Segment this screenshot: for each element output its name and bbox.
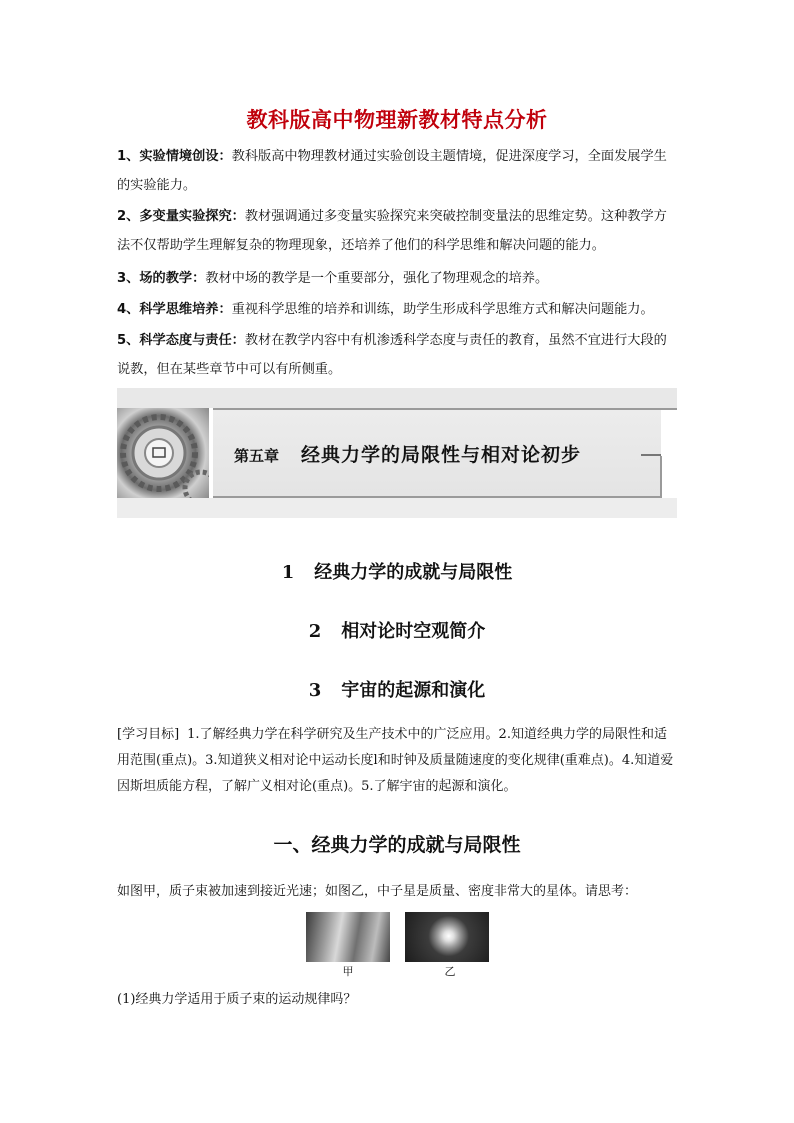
section-title: 相对论时空观简介 — [341, 621, 486, 642]
chapter-number: 第五章 — [234, 447, 280, 465]
figure-caption-a: 甲 — [342, 965, 354, 978]
feature-lead: 4、科学思维培养： — [117, 302, 232, 317]
feature-lead: 5、科学态度与责任： — [117, 333, 245, 348]
feature-text: 教材在教学内容中有机渗透科学态度与责任的教育，虽然不宜进行大段的说教，但在某些章节中可以有所侧重。 — [117, 333, 667, 377]
feature-text: 教材强调通过多变量实验探究来突破控制变量法的思维定势。这种教学方法不仅帮助学生理解复杂的物理现象，还培养了他们的科学思维和解决问题的能力。 — [117, 209, 667, 253]
section-number: 3 — [308, 680, 322, 701]
section-heading-2 — [0, 617, 794, 643]
banner-frame — [660, 456, 662, 498]
learning-objectives — [117, 722, 679, 800]
feature-lead: 1、实验情境创设： — [117, 149, 232, 164]
feature-item-4 — [117, 295, 677, 324]
document-title: 教科版高中物理新教材特点分析 — [246, 108, 548, 132]
objective-label: [学习目标] — [117, 727, 180, 742]
part-heading: 一、经典力学的成就与局限性 — [273, 834, 521, 856]
banner-frame — [213, 408, 677, 410]
feature-item-2 — [117, 202, 677, 260]
banner-frame — [641, 454, 661, 456]
section-heading-1 — [0, 558, 794, 584]
feature-text: 教科版高中物理教材通过实验创设主题情境，促进深度学习，全面发展学生的实验能力。 — [117, 149, 667, 193]
gear-icon — [117, 408, 209, 498]
intro-paragraph: 如图甲，质子束被加速到接近光速；如图乙，中子星是质量、密度非常大的星体。请思考： — [117, 884, 638, 899]
feature-item-5 — [117, 326, 677, 384]
figure-caption-b: 乙 — [444, 965, 456, 978]
banner-top-band — [117, 388, 677, 408]
question-text: (1)经典力学适用于质子束的运动规律吗？ — [117, 992, 357, 1007]
section-title: 宇宙的起源和演化 — [341, 680, 486, 701]
feature-text: 重视科学思维的培养和训练，助学生形成科学思维方式和解决问题能力。 — [231, 302, 654, 317]
chapter-banner — [117, 388, 677, 518]
feature-item-1 — [117, 142, 677, 200]
objective-text: 1.了解经典力学在科学研究及生产技术中的广泛应用。2.知道经典力学的局限性和适用范围(重点)。3.知道狭义相对论中运动长度l和时钟及质量随速度的变化规律(重难点)。4.知道爱因斯坦质能方程，了解广义相对论(重点)。5.了解宇宙的起源和演化。 — [117, 727, 674, 794]
neutron-star-image — [405, 912, 489, 962]
proton-beam-image — [306, 912, 390, 962]
banner-frame — [213, 496, 662, 498]
feature-lead: 2、多变量实验探究： — [117, 209, 245, 224]
section-number: 1 — [281, 562, 295, 583]
chapter-title: 经典力学的局限性与相对论初步 — [301, 444, 582, 466]
section-heading-3 — [0, 676, 794, 702]
section-title: 经典力学的成就与局限性 — [314, 562, 513, 583]
feature-item-3 — [117, 264, 677, 293]
feature-text: 教材中场的教学是一个重要部分，强化了物理观念的培养。 — [205, 271, 549, 286]
feature-lead: 3、场的教学： — [117, 271, 206, 286]
section-number: 2 — [308, 621, 322, 642]
banner-bottom-band — [117, 498, 677, 518]
